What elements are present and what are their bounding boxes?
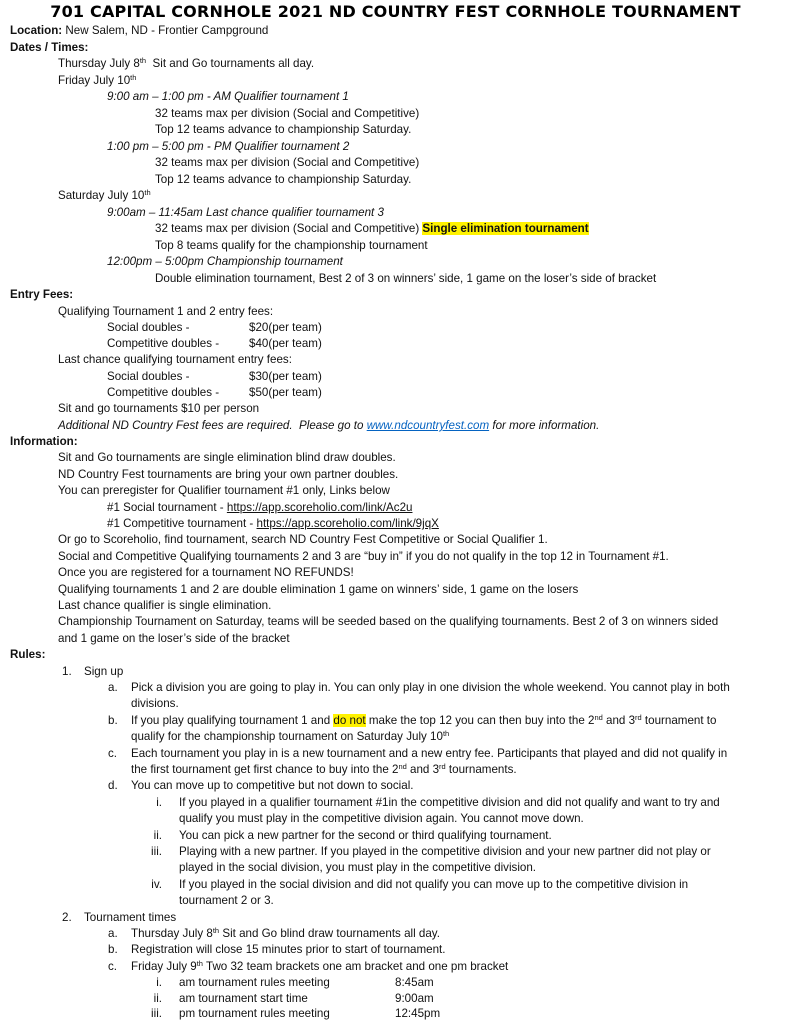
info-line: You can preregister for Qualifier tournament #1 only, Links below: [58, 484, 390, 497]
thursday-post: Sit and Go tournaments all day.: [146, 57, 315, 70]
superscript: rd: [635, 713, 642, 722]
fee-row: [107, 320, 407, 336]
fees-sit-go: Sit and go tournaments $10 per person: [58, 402, 260, 415]
fee-row: [107, 369, 407, 385]
rule-text-part: Friday July 9: [131, 960, 197, 973]
pm-qualifier-detail: 32 teams max per division (Social and Competitive): [155, 156, 420, 169]
fee-amount: $50(per team): [249, 386, 322, 399]
information-heading: Information:: [10, 435, 78, 448]
rules-heading: Rules:: [10, 648, 46, 661]
do-not-highlight: do not: [333, 714, 366, 727]
info-line: Social and Competitive Qualifying tournaments 2 and 3 are “buy in” if you do not qualify in the top 12 in Tournament #1.: [58, 550, 669, 563]
thursday-text: Thursday July 8: [58, 57, 140, 70]
info-line: Once you are registered for a tournament NO REFUNDS!: [58, 566, 354, 579]
info-line: ND Country Fest tournaments are bring your own partner doubles.: [58, 468, 399, 481]
schedule-time: 8:45am: [395, 976, 434, 989]
fee-label: Social doubles -: [107, 321, 190, 334]
info-social-link-line: [107, 500, 412, 516]
last-chance-heading: 9:00am – 11:45am Last chance qualifier tournament 3: [107, 206, 384, 219]
fee-amount: $40(per team): [249, 337, 322, 350]
championship-heading: 12:00pm – 5:00pm Championship tournament: [107, 255, 343, 268]
rule-heading: Tournament times: [84, 911, 177, 924]
superscript: nd: [594, 713, 603, 722]
dates-heading: Dates / Times:: [10, 41, 89, 54]
social-tournament-link[interactable]: https://app.scoreholio.com/link/Ac2u: [226, 501, 413, 514]
info-line: and 1 game on the loser’s side of the bracket: [58, 632, 290, 645]
superscript: th: [442, 729, 450, 738]
schedule-row: [179, 975, 579, 991]
rule-marker: d.: [108, 779, 118, 792]
rule-marker: c.: [108, 747, 118, 760]
competitive-tournament-link[interactable]: https://app.scoreholio.com/link/9jqX: [256, 517, 439, 530]
rule-marker: iv.: [151, 878, 162, 891]
rule-marker: ii.: [153, 829, 162, 842]
rule-text: qualify you must play in the competitive division again. You cannot move down.: [179, 812, 584, 825]
rule-text: [131, 729, 449, 745]
rule-text-part: and 3: [406, 763, 440, 776]
thursday-sup: th: [139, 56, 147, 65]
superscript: rd: [439, 762, 446, 771]
schedule-label: am tournament rules meeting: [179, 976, 330, 989]
info-line: Sit and Go tournaments are single elimination blind draw doubles.: [58, 451, 396, 464]
fee-row: [107, 385, 407, 401]
superscript: th: [196, 959, 203, 968]
rule-text-part: the first tournament get first chance to buy into the 2: [131, 763, 399, 776]
fee-amount: $30(per team): [249, 370, 322, 383]
pm-qualifier-heading: 1:00 pm – 5:00 pm - PM Qualifier tournament 2: [107, 140, 350, 153]
info-link-label: #1 Competitive tournament -: [107, 517, 257, 530]
info-link-label: #1 Social tournament -: [107, 501, 227, 514]
rule-text-part: tournament to: [641, 714, 717, 727]
saturday-line: [58, 188, 151, 204]
single-elimination-highlight: Single elimination tournament: [422, 222, 589, 235]
rule-marker: b.: [108, 943, 118, 956]
schedule-label: pm tournament rules meeting: [179, 1007, 330, 1020]
am-qualifier-heading: 9:00 am – 1:00 pm - AM Qualifier tournament 1: [107, 90, 349, 103]
rule-text: divisions.: [131, 697, 179, 710]
rule-text: [131, 926, 440, 942]
rule-text: Pick a division you are going to play in. You can only play in one division the whole weekend. You cannot play in both: [131, 681, 730, 694]
rule-number: 2.: [62, 911, 72, 924]
location-value: New Salem, ND - Frontier Campground: [65, 24, 269, 37]
last-chance-text: 32 teams max per division (Social and Competitive): [155, 222, 423, 235]
fee-label: Social doubles -: [107, 370, 190, 383]
rule-marker: iii.: [151, 845, 162, 858]
fees-additional: [58, 418, 599, 434]
rule-text: You can pick a new partner for the second or third qualifying tournament.: [179, 829, 552, 842]
thursday-line: [58, 56, 314, 72]
info-line: Or go to Scoreholio, find tournament, search ND Country Fest Competitive or Social Qualifier 1.: [58, 533, 548, 546]
rule-text-part: qualify for the championship tournament on Saturday July 10: [131, 730, 443, 743]
last-chance-detail: [155, 221, 589, 237]
fee-label: Competitive doubles -: [107, 386, 220, 399]
rule-marker: c.: [108, 960, 118, 973]
rule-text: played in the social division, you must play in the competitive division.: [179, 861, 537, 874]
schedule-time: 9:00am: [395, 992, 434, 1005]
info-line: Qualifying tournaments 1 and 2 are double elimination 1 game on winners’ side, 1 game on the losers: [58, 583, 579, 596]
rule-marker: ii.: [153, 992, 162, 1005]
ndcountryfest-link[interactable]: www.ndcountryfest.com: [366, 419, 490, 432]
entry-fees-heading: Entry Fees:: [10, 288, 74, 301]
superscript: th: [212, 926, 220, 935]
rule-text: Each tournament you play in is a new tournament and a new entry fee. Participants that played and did not qualify in: [131, 747, 728, 760]
rule-marker: i.: [156, 796, 162, 809]
location-label: Location:: [10, 24, 63, 37]
fee-row: [107, 336, 407, 352]
saturday-text: Saturday July 10: [58, 189, 145, 202]
saturday-sup: th: [144, 188, 151, 197]
am-qualifier-detail: Top 12 teams advance to championship Saturday.: [155, 123, 412, 136]
fees-additional-text: Additional ND Country Fest fees are required. Please go to: [58, 419, 367, 432]
rule-text-part: Sit and Go blind draw tournaments all day.: [219, 927, 440, 940]
rule-text: tournament 2 or 3.: [179, 894, 274, 907]
schedule-time: 12:45pm: [395, 1007, 441, 1020]
rule-text-part: Two 32 team brackets one am bracket and one pm bracket: [202, 960, 509, 973]
friday-line: [58, 73, 136, 89]
page-title: 701 CAPITAL CORNHOLE 2021 ND COUNTRY FEST CORNHOLE TOURNAMENT: [50, 2, 741, 21]
schedule-row: [179, 991, 579, 1007]
rule-number: 1.: [62, 665, 72, 678]
fee-amount: $20(per team): [249, 321, 322, 334]
rule-marker: b.: [108, 714, 118, 727]
am-qualifier-detail: 32 teams max per division (Social and Competitive): [155, 107, 420, 120]
rule-text: Playing with a new partner. If you played in the competitive division and your new partner did not play or: [179, 845, 711, 858]
friday-text: Friday July 10: [58, 74, 131, 87]
rule-text: [131, 959, 508, 975]
rule-text: [131, 713, 716, 729]
rule-text: [131, 762, 517, 778]
rule-text: If you played in a qualifier tournament #1in the competitive division and did not qualify and want to try and: [179, 796, 720, 809]
rule-text-part: Thursday July 8: [131, 927, 213, 940]
info-line: Last chance qualifier is single elimination.: [58, 599, 272, 612]
info-line: Championship Tournament on Saturday, teams will be seeded based on the qualifying tournaments. Best 2 of 3 on winners sided: [58, 615, 719, 628]
info-competitive-link-line: [107, 516, 439, 532]
rule-marker: a.: [108, 681, 118, 694]
rule-text-part: and 3: [602, 714, 636, 727]
rule-text-part: tournaments.: [445, 763, 517, 776]
fees-q12-heading: Qualifying Tournament 1 and 2 entry fees:: [58, 305, 274, 318]
rule-text: If you played in the social division and did not qualify you can move up to the competitive division in: [179, 878, 689, 891]
rule-text-part: make the top 12 you can then buy into the 2: [365, 714, 595, 727]
superscript: nd: [398, 762, 407, 771]
rule-text: You can move up to competitive but not down to social.: [131, 779, 414, 792]
location-line: [10, 23, 268, 39]
last-chance-detail: Top 8 teams qualify for the championship tournament: [155, 239, 428, 252]
fees-additional-post: for more information.: [489, 419, 600, 432]
friday-sup: th: [130, 73, 137, 82]
rule-heading: Sign up: [84, 665, 124, 678]
schedule-label: am tournament start time: [179, 992, 308, 1005]
rule-marker: a.: [108, 927, 118, 940]
rule-text: Registration will close 15 minutes prior to start of tournament.: [131, 943, 446, 956]
rule-marker: i.: [156, 976, 162, 989]
schedule-row: [179, 1006, 579, 1022]
pm-qualifier-detail: Top 12 teams advance to championship Saturday.: [155, 173, 412, 186]
fees-lc-heading: Last chance qualifying tournament entry fees:: [58, 353, 292, 366]
rule-marker: iii.: [151, 1007, 162, 1020]
championship-detail: Double elimination tournament, Best 2 of 3 on winners’ side, 1 game on the loser’s side of bracket: [155, 272, 657, 285]
rule-text-part: If you play qualifying tournament 1 and: [131, 714, 334, 727]
fee-label: Competitive doubles -: [107, 337, 220, 350]
